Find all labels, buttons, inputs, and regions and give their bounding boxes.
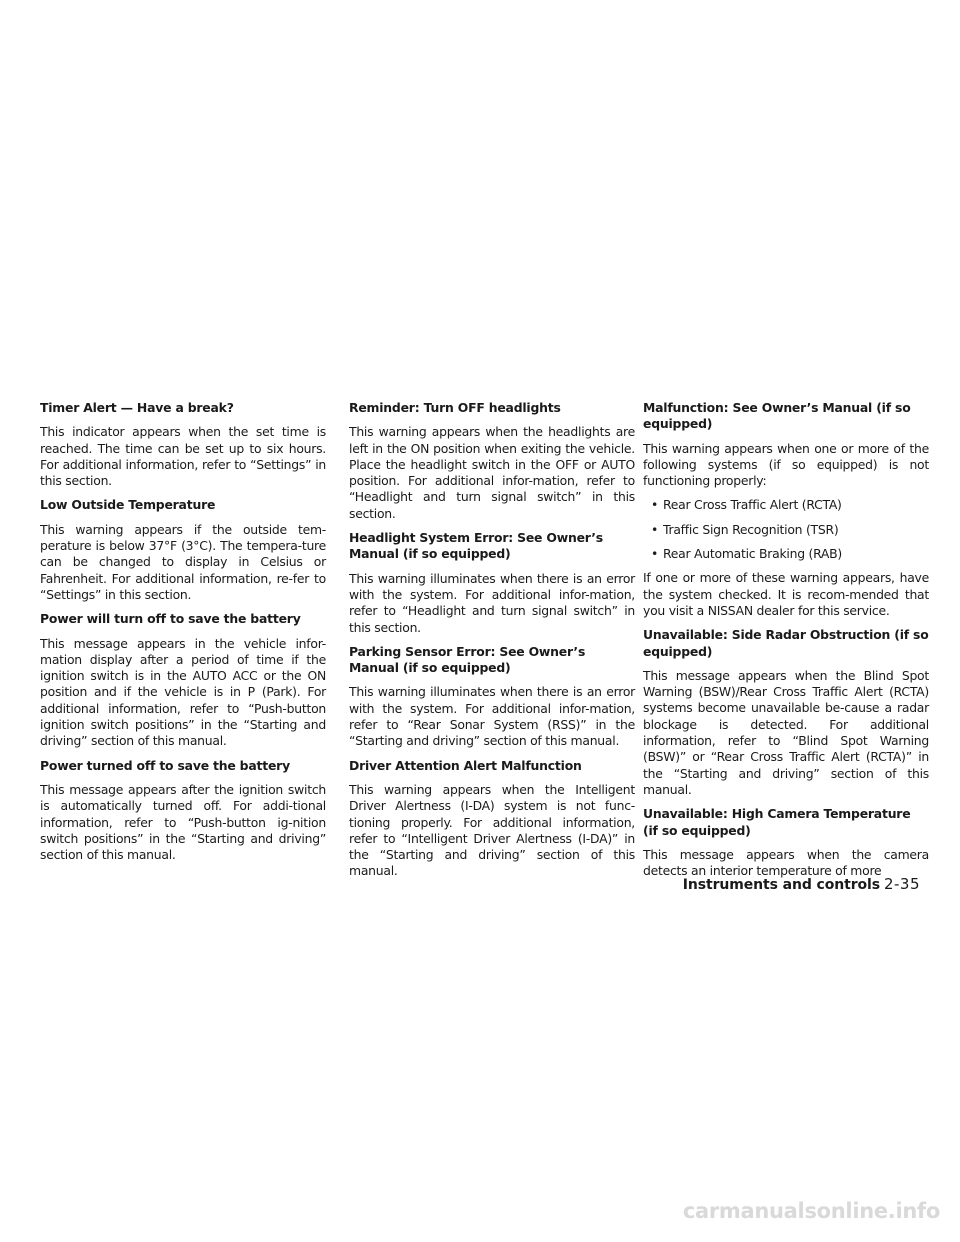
page-number: 2-35 <box>883 875 920 893</box>
text-column-1 <box>40 400 326 871</box>
watermark: carmanualsonline.info <box>682 1199 940 1223</box>
bullet-icon: • <box>651 497 659 513</box>
paragraph-reminder-headlights: This warning appears when the headlights are left in the ON position when exiting the vehicle. Place the headlight switch in the OFF or AUTO position. For additional infor-mation, refer to “Headlight and turn signal switch” in this section. <box>349 424 635 521</box>
list-item <box>643 497 929 513</box>
heading-malfunction: Malfunction: See Owner’s Manual (if so equipped) <box>643 400 911 432</box>
heading-headlight-system-error: Headlight System Error: See Owner’s Manual (if so equipped) <box>349 530 603 562</box>
paragraph-driver-attention-alert: This warning appears when the Intelligent Driver Alertness (I-DA) system is not func-tioning properly. For additional information, refer to “Intelligent Driver Alertness (I-DA)” in the “Starting and driving” section of this manual. <box>349 781 635 879</box>
heading-power-will-turn-off: Power will turn off to save the battery <box>40 611 301 627</box>
heading-driver-attention-alert: Driver Attention Alert Malfunction <box>349 757 582 773</box>
heading-low-outside-temperature: Low Outside Temperature <box>40 497 216 513</box>
paragraph-side-radar-obstruction: This message appears when the Blind Spot Warning (BSW)/Rear Cross Traffic Alert (RCTA) systems become unavailable be-cause a radar blockage is detected. For additional information, refer to “Blind Spot Warning (BSW)” or “Rear Cross Traffic Alert (RCTA)” in the “Starting and driving” section of this manual. <box>643 667 929 797</box>
heading-parking-sensor-error: Parking Sensor Error: See Owner’s Manual (if so equipped) <box>349 643 586 676</box>
heading-power-turned-off: Power turned off to save the battery <box>40 757 290 773</box>
paragraph-parking-sensor-error: This warning illuminates when there is an error with the system. For additional infor-mation, refer to “Rear Sonar System (RSS)” in the “Starting and driving” section of this manual. <box>349 684 635 749</box>
paragraph-malfunction: This warning appears when one or more of the following systems (if so equipped) is not functioning properly: <box>643 440 929 489</box>
list-item <box>643 522 929 538</box>
list-item-text: Rear Cross Traffic Alert (RCTA) <box>663 497 842 513</box>
bullet-icon: • <box>651 521 659 537</box>
paragraph-headlight-system-error: This warning illuminates when there is an error with the system. For additional infor-mation, refer to “Headlight and turn signal switch” in this section. <box>349 570 635 635</box>
paragraph-low-outside-temperature: This warning appears if the outside tem-perature is below 37°F (3°C). The tempera-ture can be changed to display in Celsius or Fahrenheit. For additional information, re-fer to “Settings” in this section. <box>40 521 326 602</box>
paragraph-power-will-turn-off: This message appears in the vehicle infor-mation display after a period of time if the ignition switch is in the AUTO ACC or the ON position and if the vehicle is in P (Park). For additional information, refer to “Push-button ignition switch positions” in the “Starting and driving” section of this manual. <box>40 635 326 749</box>
paragraph-power-turned-off: This message appears after the ignition switch is automatically turned off. For addi-tional information, refer to “Push-button ig-nition switch positions” in the “Starting and driving” section of this manual. <box>40 781 326 863</box>
paragraph-timer-alert: This indicator appears when the set time is reached. The time can be set up to six hours. For additional information, refer to “Settings” in this section. <box>40 424 326 489</box>
text-column-3 <box>643 400 929 887</box>
section-title: Instruments and controls <box>682 877 880 893</box>
page-footer <box>560 874 920 893</box>
paragraph-warning-appears: If one or more of these warning appears, have the system checked. It is recom-mended that you visit a NISSAN dealer for this service. <box>643 570 929 618</box>
bullet-icon: • <box>651 546 659 562</box>
heading-high-camera-temperature: Unavailable: High Camera Temperature (if so equipped) <box>643 806 911 838</box>
heading-side-radar-obstruction: Unavailable: Side Radar Obstruction (if so equipped) <box>643 627 929 659</box>
heading-reminder-headlights: Reminder: Turn OFF headlights <box>349 400 561 415</box>
list-item-text: Traffic Sign Recognition (TSR) <box>663 521 839 537</box>
list-item <box>643 546 929 562</box>
heading-timer-alert: Timer Alert — Have a break? <box>40 400 234 415</box>
list-item-text: Rear Automatic Braking (RAB) <box>663 546 842 562</box>
paragraph-high-camera-temperature: This message appears when the camera detects an interior temperature of more <box>643 846 929 879</box>
text-column-2 <box>349 400 635 888</box>
